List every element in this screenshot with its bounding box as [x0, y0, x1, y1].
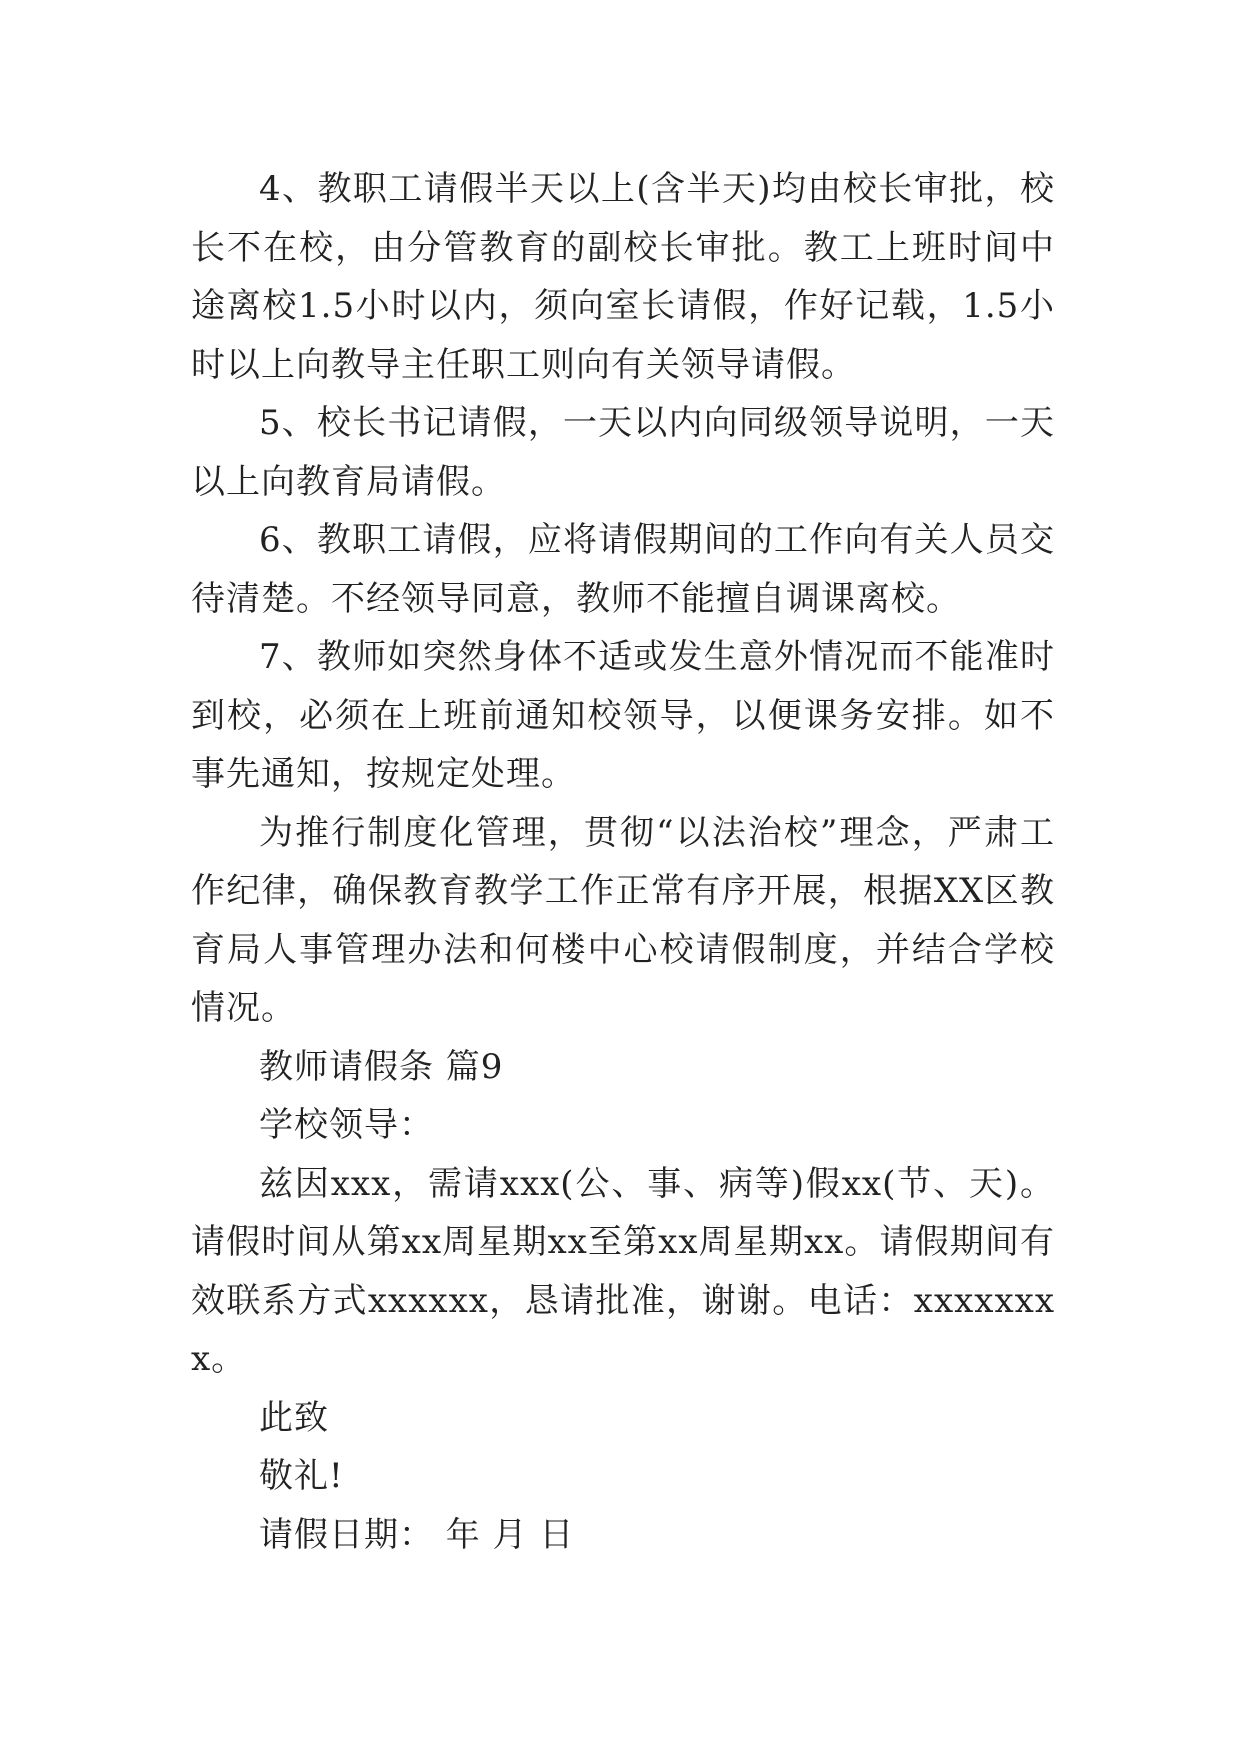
paragraph-rule-7: 7、教师如突然身体不适或发生意外情况而不能准时到校，必须在上班前通知校领导，以便课务安排。如不事先通知，按规定处理。 [191, 637, 1055, 794]
section-heading: 教师请假条 篇9 [259, 1046, 504, 1087]
closing-regards: 敬礼! [259, 1456, 344, 1496]
document-body [191, 160, 1055, 1564]
leave-date-line: 请假日期： 年 月 日 [259, 1514, 575, 1555]
closing-line: 此致 [259, 1397, 329, 1438]
salutation: 学校领导： [259, 1105, 434, 1145]
paragraph-rule-5: 5、校长书记请假，一天以内向同级领导说明，一天以上向教育局请假。 [191, 403, 1055, 502]
paragraph-purpose: 为推行制度化管理，贯彻“以法治校”理念，严肃工作纪律，确保教育教学工作正常有序开展，根据XX区教育局人事管理办法和何楼中心校请假制度，并结合学校情况。 [191, 812, 1055, 1028]
paragraph-rule-6: 6、教职工请假，应将请假期间的工作向有关人员交待清楚。不经领导同意，教师不能擅自调课离校。 [191, 520, 1055, 619]
leave-request-body: 兹因xxx，需请xxx(公、事、病等)假xx(节、天)。请假时间从第xx周星期xx至第xx周星期xx。请假期间有效联系方式xxxxxx，恳请批准，谢谢。电话：xxxxxxxx。 [191, 1163, 1055, 1379]
paragraph-rule-4: 4、教职工请假半天以上(含半天)均由校长审批，校长不在校，由分管教育的副校长审批。教工上班时间中途离校1.5小时以内，须向室长请假，作好记载，1.5小时以上向教导主任职工则向有关领导请假。 [191, 169, 1055, 385]
